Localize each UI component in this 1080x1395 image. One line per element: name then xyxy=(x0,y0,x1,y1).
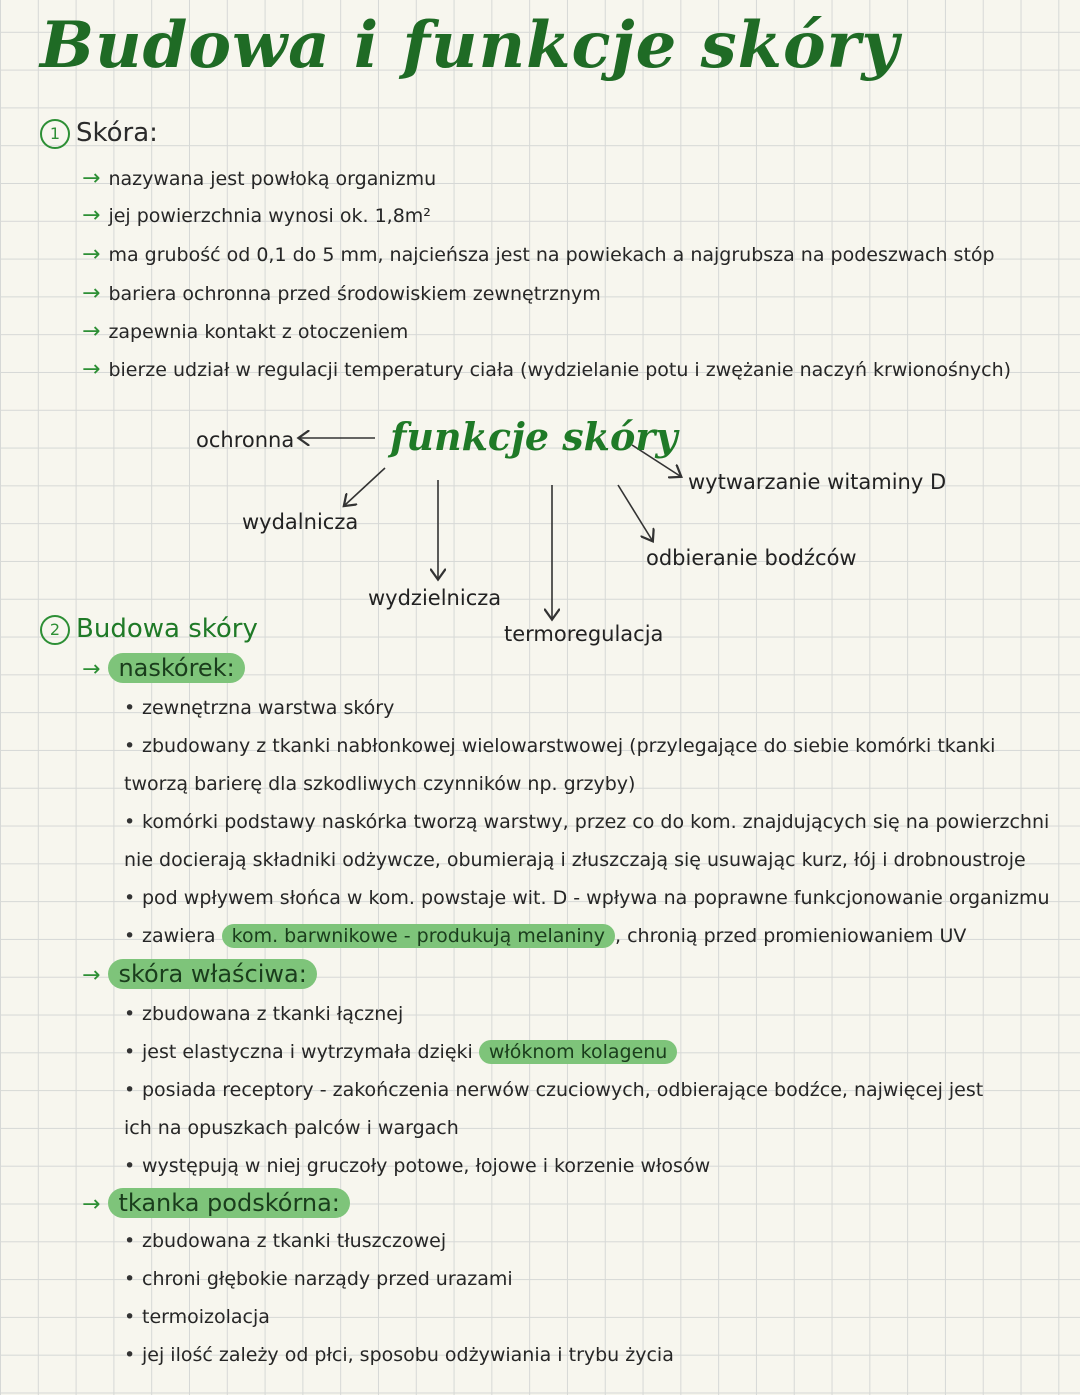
arrow-right-icon: → xyxy=(82,657,101,682)
podskorna-label: tkanka podskórna: xyxy=(108,1188,349,1218)
section1-title: Skóra: xyxy=(76,118,158,148)
arrow-right-icon: → xyxy=(82,203,101,228)
section1-item: → bariera ochronna przed środowiskiem zewnętrznym xyxy=(82,281,601,306)
podskorna-bullet: • zbudowana z tkanki tłuszczowej xyxy=(124,1230,447,1252)
function-wydzielnicza: wydzielnicza xyxy=(368,586,502,610)
section2-heading xyxy=(40,614,258,645)
wlasciwa-bullet: • zbudowana z tkanki łącznej xyxy=(124,1003,404,1025)
arrow-right-icon: → xyxy=(82,963,101,988)
naskorek-bullet: • komórki podstawy naskórka tworzą warstwy, przez co do kom. znajdujących się na powierzchni xyxy=(124,811,1050,833)
function-wydalnicza: wydalnicza xyxy=(242,510,359,534)
wlasciwa-bullet: • posiada receptory - zakończenia nerwów czuciowych, odbierające bodźce, najwięcej jest xyxy=(124,1079,984,1101)
wlasciwa-label: skóra właściwa: xyxy=(108,959,316,989)
highlight-kolagen: włóknom kolagenu xyxy=(479,1040,678,1064)
naskorek-bullet: • zawiera kom. barwnikowe - produkują melaniny , chronią przed promieniowaniem UV xyxy=(124,925,967,947)
subsection-naskorek xyxy=(82,654,245,682)
podskorna-bullet: • chroni głębokie narządy przed urazami xyxy=(124,1268,513,1290)
function-termoregulacja: termoregulacja xyxy=(504,622,664,646)
highlight-melanina: kom. barwnikowe - produkują melaniny xyxy=(222,924,615,948)
section1-item: → ma grubość od 0,1 do 5 mm, najcieńsza jest na powiekach a najgrubsza na podeszwach stóp xyxy=(82,242,995,267)
wlasciwa-bullet: • jest elastyczna i wytrzymała dzięki włóknom kolagenu xyxy=(124,1041,677,1063)
naskorek-label: naskórek: xyxy=(108,653,244,683)
naskorek-bullet: • zbudowany z tkanki nabłonkowej wielowarstwowej (przylegające do siebie komórki tkanki xyxy=(124,735,996,757)
wlasciwa-bullet: • występują w niej gruczoły potowe, łojowe i korzenie włosów xyxy=(124,1155,711,1177)
section2-title: Budowa skóry xyxy=(76,614,258,644)
naskorek-bullet-cont: tworzą barierę dla szkodliwych czynników np. grzyby) xyxy=(124,773,636,795)
naskorek-bullet: • pod wpływem słońca w kom. powstaje wit. D - wpływa na poprawne funkcjonowanie organizmu xyxy=(124,887,1050,909)
naskorek-bullet-cont: nie docierają składniki odżywcze, obumierają i złuszczają się usuwając kurz, łój i drobnoustroje xyxy=(124,849,1026,871)
arrow-to-odbieranie xyxy=(618,485,652,540)
wlasciwa-bullet-cont: ich na opuszkach palców i wargach xyxy=(124,1117,459,1139)
diagram-center: funkcje skóry xyxy=(390,414,678,459)
page-title: Budowa i funkcje skóry xyxy=(40,8,900,83)
arrow-right-icon: → xyxy=(82,357,101,382)
naskorek-bullet: • zewnętrzna warstwa skóry xyxy=(124,697,395,719)
section2-number: 2 xyxy=(40,615,70,645)
function-ochronna: ochronna xyxy=(196,428,295,452)
function-witamina: wytwarzanie witaminy D xyxy=(688,470,947,494)
arrow-right-icon: → xyxy=(82,319,101,344)
podskorna-bullet: • termoizolacja xyxy=(124,1306,270,1328)
arrow-right-icon: → xyxy=(82,281,101,306)
podskorna-bullet: • jej ilość zależy od płci, sposobu odżywiania i trybu życia xyxy=(124,1344,674,1366)
subsection-podskorna xyxy=(82,1189,350,1217)
arrow-to-wydalnicza xyxy=(345,468,385,505)
section1-item: → zapewnia kontakt z otoczeniem xyxy=(82,319,409,344)
section1-number: 1 xyxy=(40,119,70,149)
section1-item: → bierze udział w regulacji temperatury ciała (wydzielanie potu i zwężanie naczyń krwionośnych) xyxy=(82,357,1012,382)
section1-item: → jej powierzchnia wynosi ok. 1,8m² xyxy=(82,203,431,228)
section1-item: → nazywana jest powłoką organizmu xyxy=(82,166,437,191)
arrow-right-icon: → xyxy=(82,242,101,267)
arrow-right-icon: → xyxy=(82,1192,101,1217)
arrow-right-icon: → xyxy=(82,166,101,191)
function-odbieranie: odbieranie bodźców xyxy=(646,546,857,570)
subsection-wlasciwa xyxy=(82,960,317,988)
